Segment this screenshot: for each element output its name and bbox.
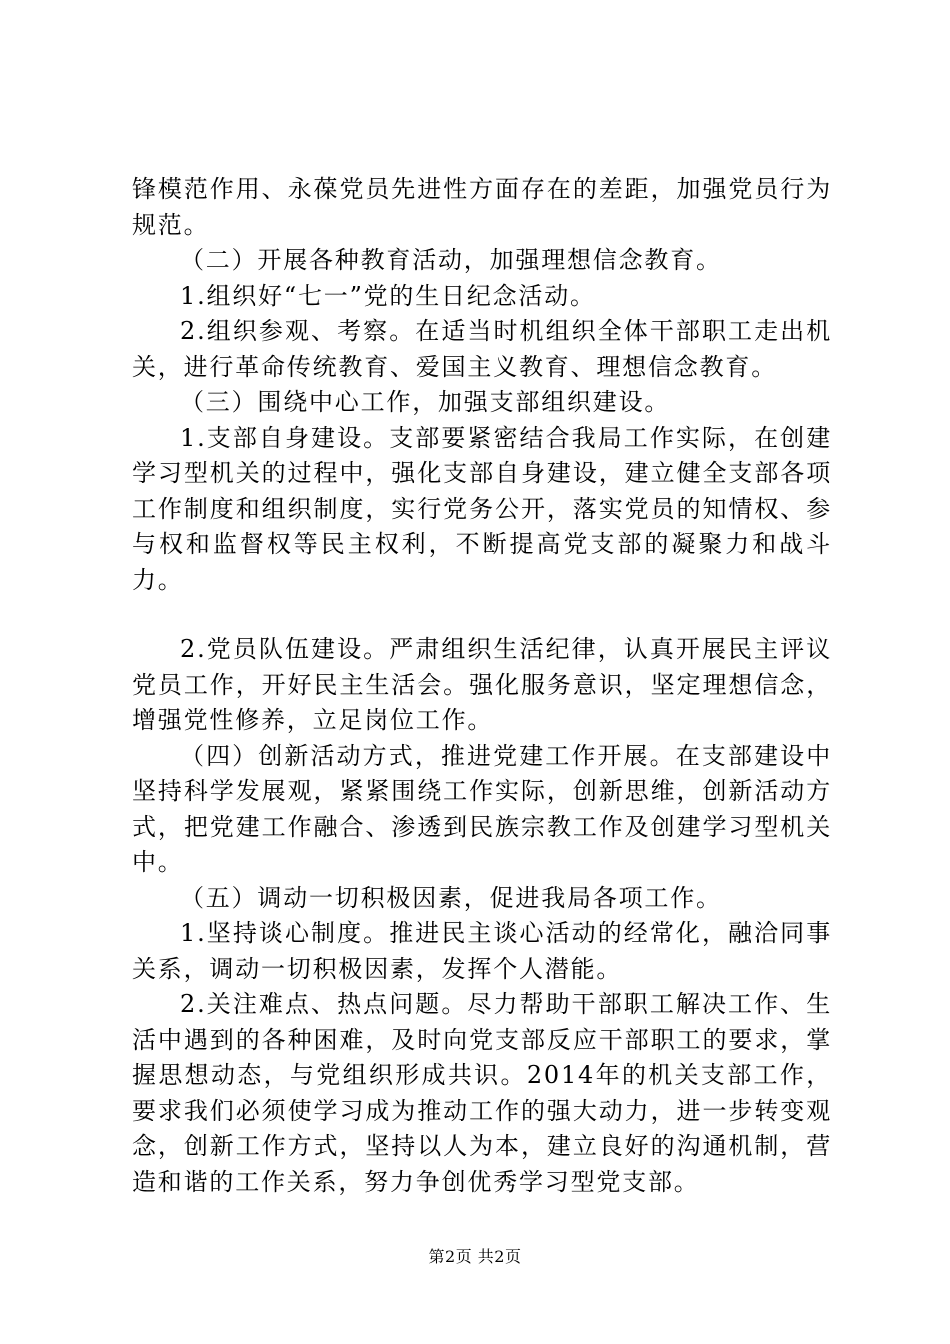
document-body: [132, 172, 832, 1200]
section-heading-5: （五）调动一切积极因素，促进我局各项工作。: [180, 883, 722, 912]
page-number-footer: 第2页 共2页: [428, 1247, 522, 1266]
list-item-2-1: 1.组织好“七一”党的生日纪念活动。: [180, 281, 596, 310]
list-item-5-2: 2.关注难点、热点问题。尽力帮助干部职工解决工作、生活中遇到的各种困难，及时向党支部反应干部职工的要求，掌握思想动态，与党组织形成共识。2014年的机关支部工作，要求我们必须使学习成为推动工作的强大动力，进一步转变观念，创新工作方式，坚持以人为本，建立良好的沟通机制，营造和谐的工作关系，努力争创优秀学习型党支部。: [132, 990, 832, 1196]
section-heading-3: （三）围绕中心工作，加强支部组织建设。: [180, 388, 671, 416]
paragraph-continuation: 锋模范作用、永葆党员先进性方面存在的差距，加强党员行为规范。: [132, 175, 832, 239]
list-item-3-2: 2.党员队伍建设。严肃组织生活纪律，认真开展民主评议党员工作，开好民主生活会。强化服务意识，坚定理想信念，增强党性修养，立足岗位工作。: [132, 635, 832, 734]
list-item-2-2: 2.组织参观、考察。在适当时机组织全体干部职工走出机关，进行革命传统教育、爱国主义教育、理想信念教育。: [132, 317, 832, 381]
section-heading-4: （四）创新活动方式，推进党建工作开展。在支部建设中坚持科学发展观，紧紧围绕工作实际，创新思维，创新活动方式，把党建工作融合、渗透到民族宗教工作及创建学习型机关中。: [132, 741, 832, 876]
list-item-3-1: 1.支部自身建设。支部要紧密结合我局工作实际，在创建学习型机关的过程中，强化支部自身建设，建立健全支部各项工作制度和组织制度，实行党务公开，落实党员的知情权、参与权和监督权等民主权利，不断提高党支部的凝聚力和战斗力。: [132, 423, 832, 594]
section-heading-2: （二）开展各种教育活动，加强理想信念教育。: [180, 246, 722, 274]
list-item-5-1: 1.坚持谈心制度。推进民主谈心活动的经常化，融洽同事关系，调动一切积极因素，发挥个人潜能。: [132, 919, 832, 983]
